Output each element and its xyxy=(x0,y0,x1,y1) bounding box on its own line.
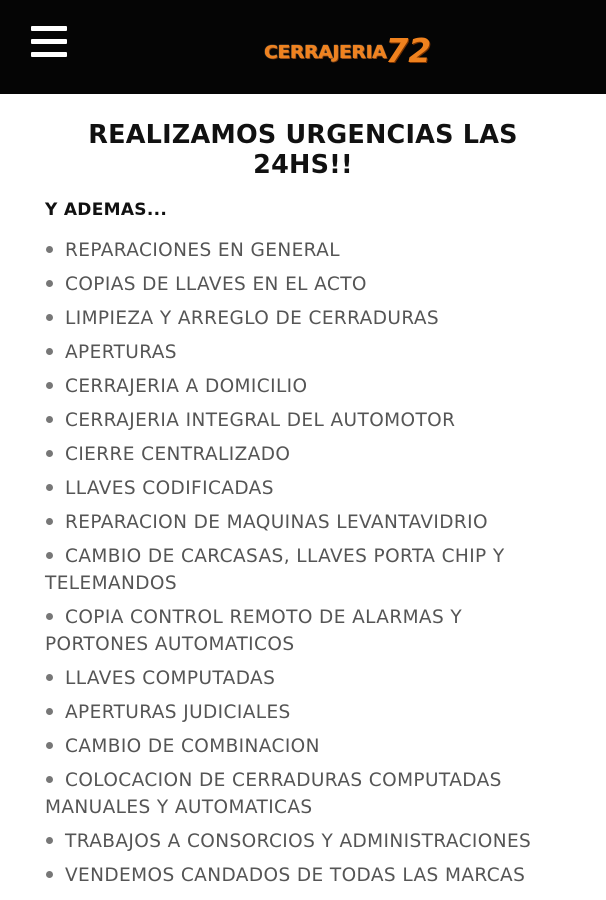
service-list-item xyxy=(45,509,561,536)
service-label: LIMPIEZA Y ARREGLO DE CERRADURAS xyxy=(65,308,440,329)
service-list-item xyxy=(45,305,561,332)
services-list xyxy=(45,237,561,889)
service-label: APERTURAS JUDICIALES xyxy=(65,702,291,723)
bullet-icon xyxy=(46,552,53,559)
service-list-item xyxy=(45,604,561,658)
bullet-icon xyxy=(46,450,53,457)
service-label: LLAVES COMPUTADAS xyxy=(65,668,276,689)
brand-logo[interactable] xyxy=(264,28,431,68)
bullet-icon xyxy=(46,382,53,389)
service-label: TRABAJOS A CONSORCIOS Y ADMINISTRACIONES xyxy=(65,831,532,852)
service-list-item xyxy=(45,339,561,366)
bullet-icon xyxy=(46,674,53,681)
service-list-item xyxy=(45,828,561,855)
service-label: CERRAJERIA A DOMICILIO xyxy=(65,376,308,397)
service-list-item xyxy=(45,373,561,400)
bullet-icon xyxy=(46,742,53,749)
bullet-icon xyxy=(46,871,53,878)
bullet-icon xyxy=(46,776,53,783)
service-list-item xyxy=(45,733,561,760)
service-label: LLAVES CODIFICADAS xyxy=(65,478,274,499)
bullet-icon xyxy=(46,484,53,491)
service-label: REPARACIONES EN GENERAL xyxy=(65,240,340,261)
service-label: COLOCACION DE CERRADURAS COMPUTADAS MANUALES Y AUTOMATICAS xyxy=(45,770,502,818)
service-list-item xyxy=(45,407,561,434)
service-label: CERRAJERIA INTEGRAL DEL AUTOMOTOR xyxy=(65,410,456,431)
menu-bar-top xyxy=(31,26,67,31)
service-list-item xyxy=(45,237,561,264)
service-list-item xyxy=(45,475,561,502)
section-subhead: Y ADEMAS... xyxy=(45,200,168,220)
hamburger-menu-icon[interactable] xyxy=(31,26,67,58)
logo-word: CERRAJERIA xyxy=(264,41,387,63)
main-content xyxy=(45,94,561,896)
page-headline: REALIZAMOS URGENCIAS LAS 24HS!! xyxy=(88,120,518,180)
service-list-item xyxy=(45,767,561,821)
service-label: COPIAS DE LLAVES EN EL ACTO xyxy=(65,274,367,295)
service-list-item xyxy=(45,441,561,468)
service-label: COPIA CONTROL REMOTO DE ALARMAS Y PORTONES AUTOMATICOS xyxy=(45,607,463,655)
menu-bar-bottom xyxy=(31,52,67,57)
bullet-icon xyxy=(46,837,53,844)
bullet-icon xyxy=(46,280,53,287)
bullet-icon xyxy=(46,314,53,321)
service-label: CAMBIO DE COMBINACION xyxy=(65,736,320,757)
service-label: CAMBIO DE CARCASAS, LLAVES PORTA CHIP Y TELEMANDOS xyxy=(45,546,505,594)
bullet-icon xyxy=(46,518,53,525)
logo-number: 72 xyxy=(385,31,432,70)
service-label: REPARACION DE MAQUINAS LEVANTAVIDRIO xyxy=(65,512,488,533)
service-list-item xyxy=(45,543,561,597)
service-list-item xyxy=(45,699,561,726)
service-list-item xyxy=(45,862,561,889)
service-label: APERTURAS xyxy=(65,342,177,363)
service-label: CIERRE CENTRALIZADO xyxy=(65,444,291,465)
bullet-icon xyxy=(46,416,53,423)
bullet-icon xyxy=(46,348,53,355)
app-header xyxy=(0,0,606,94)
service-list-item xyxy=(45,665,561,692)
bullet-icon xyxy=(46,708,53,715)
menu-bar-middle xyxy=(31,39,67,44)
bullet-icon xyxy=(46,246,53,253)
bullet-icon xyxy=(46,613,53,620)
service-label: VENDEMOS CANDADOS DE TODAS LAS MARCAS xyxy=(65,865,526,886)
service-list-item xyxy=(45,271,561,298)
